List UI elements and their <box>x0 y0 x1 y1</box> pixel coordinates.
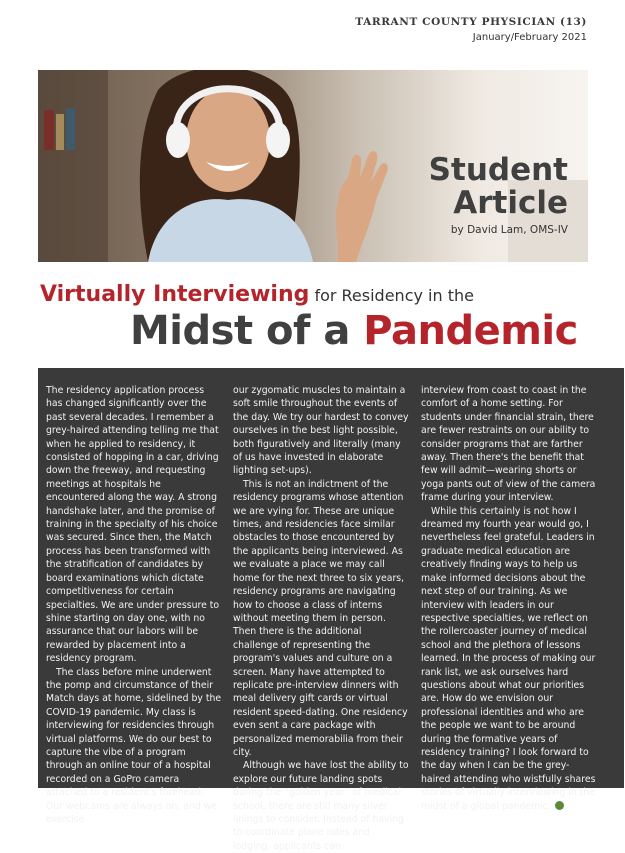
kicker-line-1: Student <box>428 152 568 188</box>
headline-line-2 <box>130 308 578 354</box>
end-of-article-leaf-icon <box>555 801 564 810</box>
article-column-2 <box>233 384 409 853</box>
paragraph-final-text: While this certainly is not how I dreamed my fourth year would go, I nevertheless feel grateful. Leaders in graduate medical education are creatively finding ways to help us make informed decisions about the next step of our training. As we interview with leaders in our respective specialties, we reflect on the rollercoaster journey of medical school and the plethora of lessons learned. In the process of making our rank list, we ask ourselves hard questions about what our priorities are. How do we envision our professional identities and who are the people we want to be around during the formative years of residency training? I look forward to the day when I can be the grey-haired attending who wistfully shares stories of virtually interviewing in the midst of a global pandemic. <box>421 505 596 812</box>
headline-emphasis: Virtually Interviewing <box>40 282 310 307</box>
headphone-cup-right <box>266 122 290 158</box>
article-type-title <box>429 154 568 236</box>
headphone-cup-left <box>166 122 190 158</box>
kicker-line-2: Article <box>453 185 568 221</box>
publication-name: TARRANT COUNTY PHYSICIAN (13) <box>355 16 587 28</box>
article-column-3 <box>421 384 597 813</box>
hero-banner <box>38 70 588 262</box>
paragraph: The class before mine underwent the pomp and circumstance of their Match days at home, sidelined by the COVID-19 pandemic. My class is interviewing for residencies through virtual platforms. We do our best to capture the vibe of a program through an online tour of a hospital recorded on a GoPro camera attached to a resident's forehead. Our webcams are always on, and we exercise <box>46 666 222 825</box>
paragraph: This is not an indictment of the residency programs whose attention we are vying for. These are unique times, and residencies face similar obstacles to those encountered by the applicants being interviewed. As we evaluate a place we may call home for the next three to six years, residency programs are navigating how to choose a class of interns without meeting them in person. Then there is the additional challenge of representing the program's values and culture on a screen. Many have attempted to replicate pre-interview dinners with meal delivery gift cards or virtual resident speed-dating. One residency even sent a care package with personalized memorabilia from their city. <box>233 478 408 758</box>
book <box>56 114 64 150</box>
byline: by David Lam, OMS-IV <box>450 224 568 236</box>
paragraph: The residency application process has changed significantly over the past several decades. I remember a grey-haired attending telling me that when he applied to residency, it consisted of hopping in a car, driving down the freeway, and requesting meetings at hospitals he encountered along the way. A strong handshake later, and the promise of training in the specialty of his choice was secured. Since then, the Match process has been transformed with the stratification of candidates by board examinations which dictate competitiveness for certain specialties. We are under pressure to shine starting on day one, with no assurance that our labors will be rewarded by placement into a residency program. <box>46 385 220 665</box>
book <box>66 108 75 150</box>
paragraph: interview from coast to coast in the comfort of a home setting. For students under financial strain, there are fewer restraints on our ability to consider programs that are farther away. Then there's the benefit that few will admit—wearing shorts or yoga pants out of view of the camera frame during your interview. <box>421 385 596 504</box>
headline-main-emphasis: Pandemic <box>363 308 578 354</box>
bookshelf <box>38 70 108 262</box>
headline-rest: for Residency in the <box>309 286 474 305</box>
headline-main: Midst of a <box>130 308 364 354</box>
masthead <box>355 16 587 43</box>
paragraph: Although we have lost the ability to explore our future landing spots during the “golden year” of medical school, there are still many silver linings to consider. Instead of having to coordinate plane rides and lodging, applicants can <box>233 760 409 852</box>
paragraph: our zygomatic muscles to maintain a soft smile throughout the events of the day. We try our hardest to convey ourselves in the best light possible, both figuratively and literally (many of us have invested in elaborate lighting set-ups). <box>233 385 409 477</box>
issue-date: January/February 2021 <box>472 32 587 43</box>
waving-hand <box>336 151 388 262</box>
article-column-1 <box>46 384 222 826</box>
paragraph-final <box>421 505 597 813</box>
face <box>186 88 270 192</box>
headline-line-1 <box>40 282 474 307</box>
book <box>44 110 54 150</box>
article-body <box>38 368 624 852</box>
